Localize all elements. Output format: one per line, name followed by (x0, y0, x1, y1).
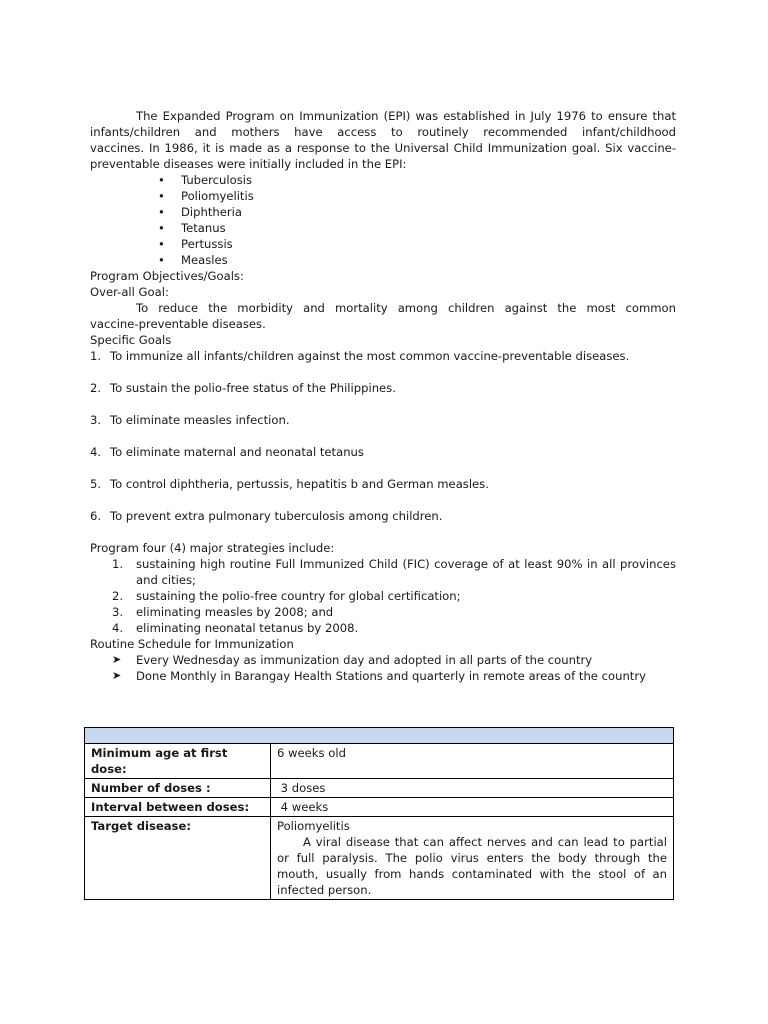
specific-goal-3 (90, 412, 676, 428)
overall-goal-heading: Over-all Goal: (90, 285, 169, 299)
schedule-item-1 (90, 652, 676, 668)
specific-goal-6 (90, 508, 676, 524)
goal-number: 3. (90, 413, 102, 427)
goal-number: 4. (90, 445, 102, 459)
goal-text: To control diphtheria, pertussis, hepatitis b and German measles. (110, 477, 489, 491)
row-label: Interval between doses: (85, 798, 271, 817)
objectives-heading: Program Objectives/Goals: (90, 269, 244, 283)
strategy-text: eliminating neonatal tetanus by 2008. (136, 621, 359, 635)
arrow-bullet-icon: ➤ (112, 669, 122, 682)
table-row (85, 744, 674, 779)
list-item: • Tuberculosis (90, 172, 676, 188)
list-item: • Diphtheria (90, 204, 676, 220)
table-row (85, 779, 674, 798)
vaccine-info-table (84, 727, 674, 900)
target-disease-name: Poliomyelitis (277, 819, 350, 833)
goal-number: 6. (90, 509, 102, 523)
strategy-3 (90, 604, 676, 620)
strategy-number: 1. (112, 557, 124, 571)
specific-goal-1 (90, 348, 676, 364)
schedule-item-2 (90, 668, 676, 684)
row-label: Number of doses : (85, 779, 271, 798)
row-label: Target disease: (85, 817, 271, 900)
list-item: • Tetanus (90, 220, 676, 236)
list-item: • Measles (90, 252, 676, 268)
strategy-text: sustaining the polio-free country for global certification; (136, 589, 461, 603)
strategy-number: 3. (112, 605, 124, 619)
goal-text: To prevent extra pulmonary tuberculosis among children. (110, 509, 443, 523)
intro-line-1: The Expanded Program on Immunization (EPI) was established in July 1976 to ensure that (136, 109, 676, 123)
schedule-heading: Routine Schedule for Immunization (90, 637, 294, 651)
goal-number: 5. (90, 477, 102, 491)
strategies-heading: Program four (4) major strategies include: (90, 541, 335, 555)
schedule-text: Done Monthly in Barangay Health Stations and quarterly in remote areas of the country (136, 669, 646, 683)
list-item: • Poliomyelitis (90, 188, 676, 204)
intro-line-4: preventable diseases were initially included in the EPI: (90, 157, 407, 171)
intro-line-2: infants/children and mothers have access to routinely recommended infant/childhood (90, 125, 676, 139)
arrow-bullet-icon: ➤ (112, 653, 122, 666)
overall-goal-line-1: To reduce the morbidity and mortality among children against the most common (136, 301, 676, 315)
specific-goals-heading: Specific Goals (90, 333, 172, 347)
target-disease-description: A viral disease that can affect nerves and can lead to partial or full paralysis. The polio virus enters the body through the mouth, usually from hands contaminated with the stool of an infected person. (277, 835, 667, 897)
schedule-text: Every Wednesday as immunization day and adopted in all parts of the country (136, 653, 593, 667)
goal-number: 2. (90, 381, 102, 395)
goal-text: To eliminate maternal and neonatal tetanus (110, 445, 364, 459)
goal-number: 1. (90, 349, 102, 363)
overall-goal-line-2: vaccine-preventable diseases. (90, 317, 266, 331)
strategy-4 (90, 620, 676, 636)
strategy-number: 2. (112, 589, 124, 603)
row-value: 3 doses (271, 779, 674, 798)
intro-line-3: vaccines. In 1986, it is made as a response to the Universal Child Immunization goal. Six vaccine- (90, 141, 676, 155)
specific-goal-4 (90, 444, 676, 460)
strategy-number: 4. (112, 621, 124, 635)
specific-goal-2 (90, 380, 676, 396)
row-value: 4 weeks (271, 798, 674, 817)
strategy-text: eliminating measles by 2008; and (136, 605, 334, 619)
table-header-cell (85, 728, 674, 744)
list-item: • Pertussis (90, 236, 676, 252)
goal-text: To immunize all infants/children against the most common vaccine-preventable diseases. (110, 349, 630, 363)
strategy-text-line-2: and cities; (136, 573, 196, 587)
disease-list (90, 172, 676, 268)
document-body (90, 108, 676, 684)
table-header-row (85, 728, 674, 744)
strategy-1 (90, 556, 676, 588)
table-row (85, 817, 674, 900)
row-value: 6 weeks old (271, 744, 674, 779)
target-disease-cell (271, 817, 674, 900)
goal-text: To sustain the polio-free status of the Philippines. (110, 381, 396, 395)
strategy-2 (90, 588, 676, 604)
goal-text: To eliminate measles infection. (110, 413, 290, 427)
strategy-text-line-1: sustaining high routine Full Immunized Child (FIC) coverage of at least 90% in all provinces (136, 557, 676, 571)
table-row (85, 798, 674, 817)
row-label: Minimum age at first dose: (85, 744, 271, 779)
specific-goal-5 (90, 476, 676, 492)
